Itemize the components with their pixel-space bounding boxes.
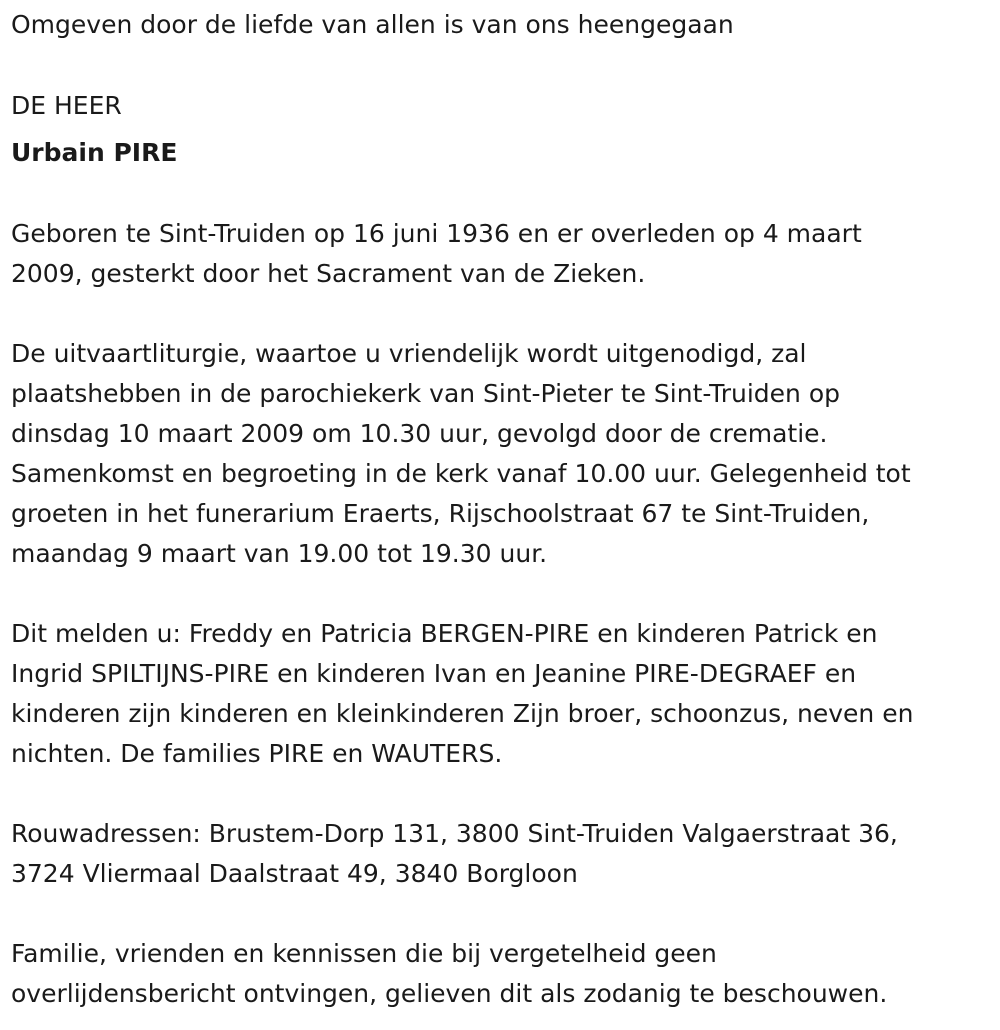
funeral-line: Samenkomst en begroeting in de kerk vanaf 10.00 uur. Gelegenheid tot bbox=[11, 459, 911, 488]
deceased-name: Urbain PIRE bbox=[11, 138, 178, 167]
birth-death-line: 2009, gesterkt door het Sacrament van de Zieken. bbox=[11, 259, 646, 288]
closing-line: overlijdensbericht ontvingen, gelieven dit als zodanig te beschouwen. bbox=[11, 979, 888, 1008]
funeral-line: dinsdag 10 maart 2009 om 10.30 uur, gevolgd door de crematie. bbox=[11, 419, 828, 448]
family-line: kinderen zijn kinderen en kleinkinderen Zijn broer, schoonzus, neven en bbox=[11, 699, 914, 728]
funeral-line: De uitvaartliturgie, waartoe u vriendelijk wordt uitgenodigd, zal bbox=[11, 339, 807, 368]
family-line: nichten. De families PIRE en WAUTERS. bbox=[11, 739, 503, 768]
honorific: DE HEER bbox=[11, 91, 122, 120]
birth-death-line: Geboren te Sint-Truiden op 16 juni 1936 en er overleden op 4 maart bbox=[11, 219, 862, 248]
family-line: Dit melden u: Freddy en Patricia BERGEN-PIRE en kinderen Patrick en bbox=[11, 619, 878, 648]
address-line: 3724 Vliermaal Daalstraat 49, 3840 Borgloon bbox=[11, 859, 578, 888]
closing-line: Familie, vrienden en kennissen die bij vergetelheid geen bbox=[11, 939, 717, 968]
family-line: Ingrid SPILTIJNS-PIRE en kinderen Ivan en Jeanine PIRE-DEGRAEF en bbox=[11, 659, 857, 688]
funeral-line: maandag 9 maart van 19.00 tot 19.30 uur. bbox=[11, 539, 548, 568]
address-line: Rouwadressen: Brustem-Dorp 131, 3800 Sint-Truiden Valgaerstraat 36, bbox=[11, 819, 898, 848]
intro-line: Omgeven door de liefde van allen is van ons heengegaan bbox=[11, 10, 734, 39]
funeral-line: groeten in het funerarium Eraerts, Rijschoolstraat 67 te Sint-Truiden, bbox=[11, 499, 870, 528]
funeral-line: plaatshebben in de parochiekerk van Sint-Pieter te Sint-Truiden op bbox=[11, 379, 840, 408]
